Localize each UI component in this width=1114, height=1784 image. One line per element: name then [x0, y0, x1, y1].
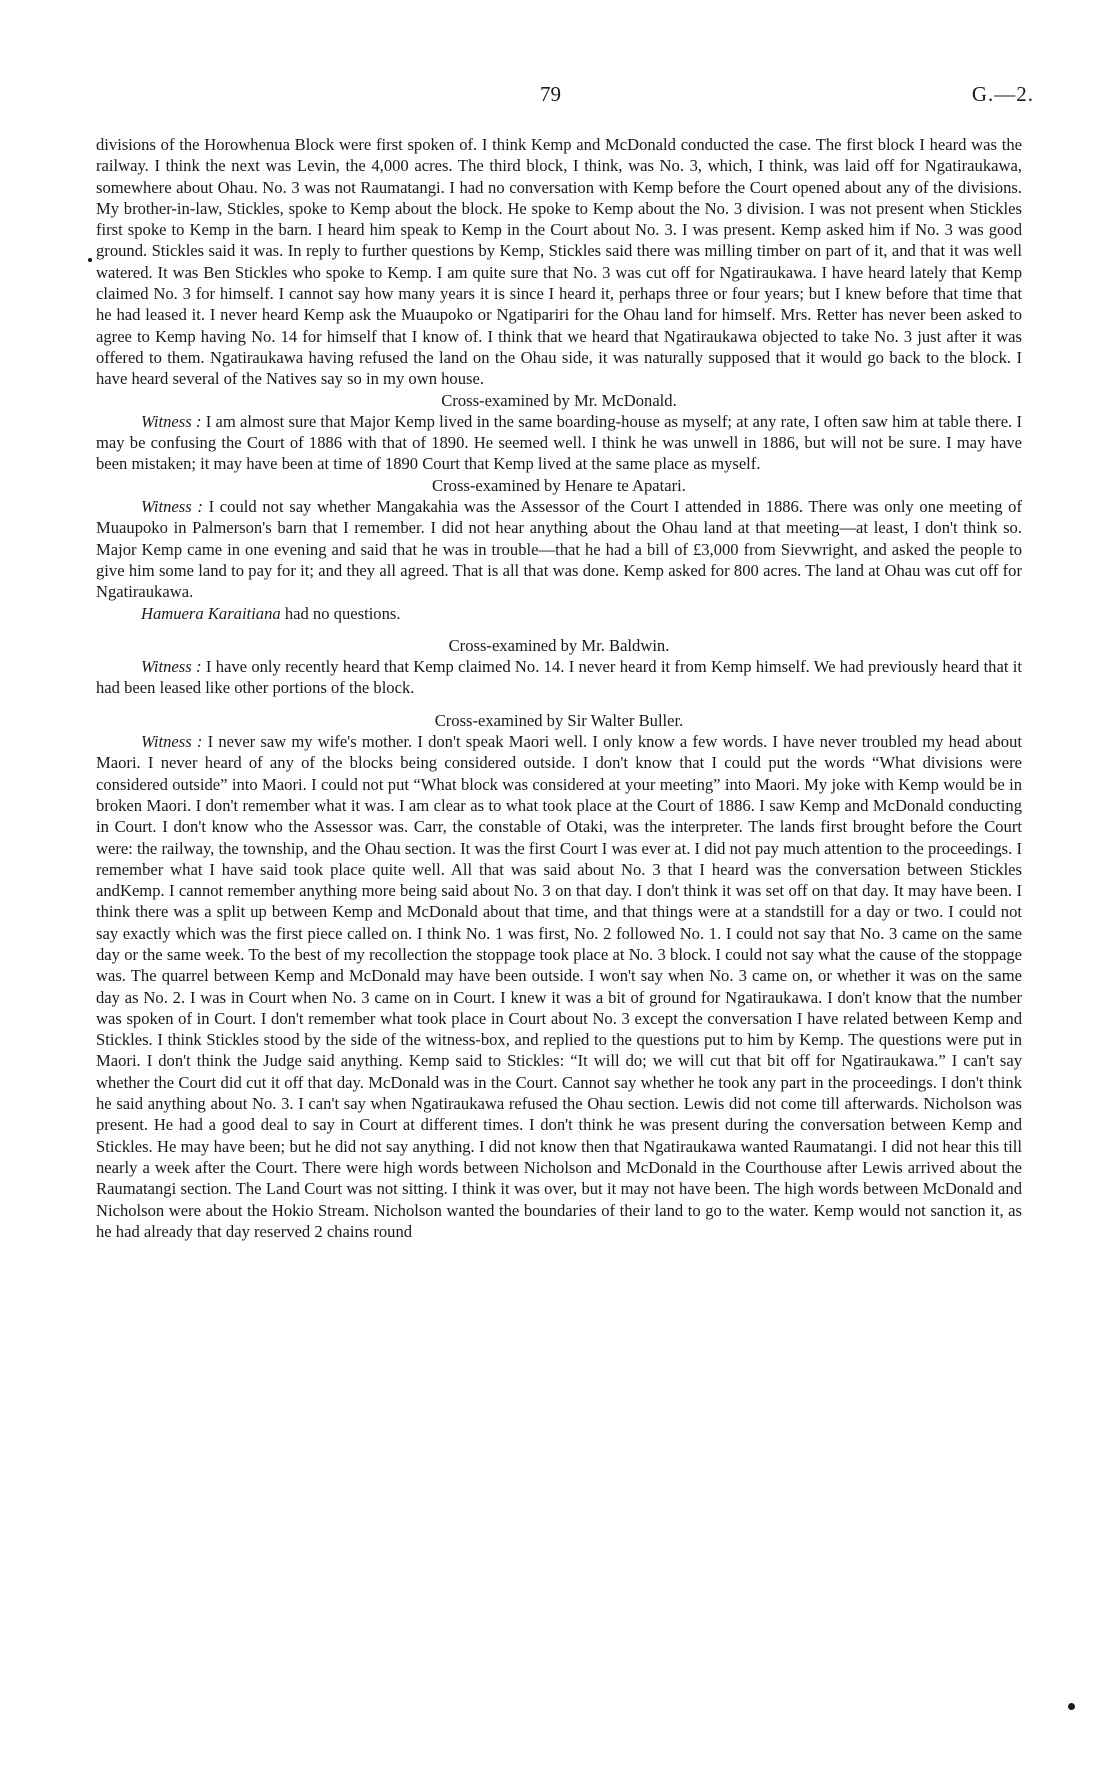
testimony-text: I could not say whether Mangakahia was the Assessor of the Court I attended in 1886. There was only one meeting of Muaupoko in Palmerson's barn that I remember. I did not hear anything about the Ohau land at that meeting—at least, I don't think so. Major Kemp came in one evening and said that he was in trouble—that he had a bill of £3,000 from Sievwright, and asked the people to give him some land to pay for it; and they all agreed. That is all that was done. Kemp asked for 800 acres. The land at Ohau was cut off for Ngatiraukawa. — [96, 497, 1022, 602]
testimony-text: I never saw my wife's mother. I don't speak Maori well. I only know a few words. I have never troubled my head about Maori. I never heard of any of the blocks being considered outside. I don't know that I could put the words “What divisions were considered outside” into Maori. I could not put “What block was considered at your meeting” into Maori. My joke with Kemp would be in broken Maori. I don't remember what it was. I am clear as to what took place at the Court of 1886. I saw Kemp and McDonald conducting in Court. I don't know who the Assessor was. Carr, the constable of Otaki, was the interpreter. The lands first brought before the Court were: the railway, the township, and the Ohau section. It was the first Court I was ever at. I did not pay much attention to the proceedings. I remember what I have said took place quite well. All that was said about No. 3 that I heard was the conversation between Stickles andKemp. I cannot remember anything more being said about No. 3 on that day. I don't think it was set off on that day. It may have been. I think there was a split up between Kemp and McDonald about that time, and that things were at a standstill for a day or two. I could not say exactly which was the first piece called on. I think No. 1 was first, No. 2 followed No. 1. I could not say that No. 3 came on the same day or the same week. To the best of my recollection the stoppage took place at No. 3 block. I could not say what the cause of the stoppage was. The quarrel between Kemp and McDonald may have been outside. I won't say when No. 3 came on, or whether it was on the same day as No. 2. I was in Court when No. 3 came on in Court. I knew it was a bit of ground for Ngatiraukawa. I don't know that the number was spoken of in Court. I don't remember what took place in Court about No. 3 except the conversation I have related between Kemp and Stickles. I think Stickles stood by the side of the witness-box, and replied to the questions put to him by Kemp. The questions were put in Maori. I don't think the Judge said anything. Kemp said to Stickles: “It will do; we will cut that bit off for Ngatiraukawa.” I can't say whether the Court did cut it off that day. McDonald was in the Court. Cannot say whether he took any part in the proceedings. I don't think he said anything about No. 3. I can't say when Ngatiraukawa refused the Ohau section. Lewis did not come till afterwards. Nicholson was present. He had a good deal to say in Court at different times. I don't think he was present during the conversation between Kemp and Stickles. He may have been; but he did not say anything. I did not know then that Ngatiraukawa wanted Raumatangi. I did not hear this till nearly a week after the Court. There were high words between Nicholson and McDonald in the Courthouse after Lewis arrived about the Raumatangi section. The Land Court was not sitting. I think it was over, but it may not have been. The high words between McDonald and Nicholson were about the Hokio Stream. Nicholson wanted the boundaries of their land to go to the water. Kemp would not sanction it, as he had already that day reserved 2 chains round — [96, 732, 1022, 1241]
speaker-label: Witness : — [141, 411, 202, 431]
note-paragraph — [96, 603, 1022, 624]
page-header — [0, 82, 1114, 112]
testimony-paragraph — [96, 656, 1022, 699]
margin-mark — [1068, 1703, 1075, 1710]
margin-mark — [88, 258, 92, 262]
document-code: G.—2. — [971, 82, 1034, 106]
person-name: Hamuera Karaitiana — [141, 603, 281, 623]
speaker-label: Witness : — [141, 732, 203, 752]
testimony-paragraph — [96, 731, 1022, 1242]
testimony-paragraph — [96, 411, 1022, 475]
note-text: had no questions. — [280, 603, 401, 623]
testimony-text: I have only recently heard that Kemp claimed No. 14. I never heard it from Kemp himself. We had previously heard that it had been leased like other portions of the block. — [96, 657, 1022, 698]
section-heading: Cross-examined by Mr. McDonald. — [441, 390, 677, 410]
page-number: 79 — [540, 82, 561, 106]
speaker-label: Witness : — [141, 657, 202, 677]
section-heading: Cross-examined by Sir Walter Buller. — [434, 710, 684, 730]
section-heading: Cross-examined by Henare te Apatari. — [432, 475, 686, 495]
testimony-paragraph — [96, 496, 1022, 602]
document-body — [96, 134, 1022, 1242]
testimony-text: I am almost sure that Major Kemp lived in the same boarding-house as myself; at any rate, I often saw him at table there. I may be confusing the Court of 1886 with that of 1890. He seemed well. I think he was unwell in 1886, but will not be sure. I may have been mistaken; it may have been at time of 1890 Court that Kemp lived at the same place as myself. — [96, 411, 1022, 474]
testimony-paragraph: divisions of the Horowhenua Block were first spoken of. I think Kemp and McDonald conducted the case. The first block I heard was the railway. I think the next was Levin, the 4,000 acres. The third block, I think, was No. 3, which, I think, was laid off for Ngatiraukawa, somewhere about Ohau. No. 3 was not Raumatangi. I had no conversation with Kemp before the Court opened about any of the divisions. My brother-in-law, Stickles, spoke to Kemp about the block. He spoke to Kemp about the No. 3 division. I was not present when Stickles first spoke to Kemp in the barn. I heard him speak to Kemp in the Court about No. 3. I was present. Kemp asked him if No. 3 was good ground. Stickles said it was. In reply to further questions by Kemp, Stickles said there was milling timber on part of it, and that it was well watered. It was Ben Stickles who spoke to Kemp. I am quite sure that No. 3 was cut off for Ngatiraukawa. I have heard lately that Kemp claimed No. 3 for himself. I cannot say how many years it is since I heard it, perhaps three or four years; but I knew before that time that he had leased it. I never heard Kemp ask the Muaupoko or Ngatipariri for the Ohau land for himself. Mrs. Retter has never been asked to agree to Kemp having No. 14 for himself that I know of. I think that we heard that Ngatiraukawa objected to take No. 3 just after it was offered to them. Ngatiraukawa having refused the land on the Ohau side, it was naturally supposed that it would go back to the block. I have heard several of the Natives say so in my own house. — [96, 135, 1022, 389]
section-heading: Cross-examined by Mr. Baldwin. — [448, 635, 670, 655]
speaker-label: Witness : — [141, 497, 203, 517]
